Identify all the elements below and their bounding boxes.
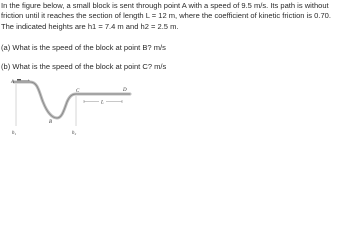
- problem-line-1: In the figure below, a small block is sent through point A with a speed of 9.5 m/s. Its path is without: [1, 1, 329, 10]
- label-L: L: [101, 100, 104, 106]
- label-C: C: [76, 89, 80, 94]
- problem-line-2: friction until it reaches the section of length L = 12 m, where the coefficient of kinetic friction is 0.70.: [1, 11, 331, 21]
- track-figure: [0, 78, 350, 140]
- label-B: B: [49, 120, 53, 125]
- label-D: D: [123, 88, 127, 93]
- question-b: (b) What is the speed of the block at point C? m/s: [1, 62, 167, 71]
- problem-statement: [1, 1, 346, 32]
- track: [14, 82, 130, 118]
- problem-line-3: The indicated heights are h1 = 7.4 m and h2 = 2.5 m.: [1, 21, 179, 31]
- track-inner: [14, 82, 130, 118]
- label-h2: h₂: [72, 131, 77, 136]
- question-a: (a) What is the speed of the block at point B? m/s: [1, 43, 166, 52]
- label-h1: h₁: [12, 131, 17, 136]
- label-A: A: [11, 80, 15, 85]
